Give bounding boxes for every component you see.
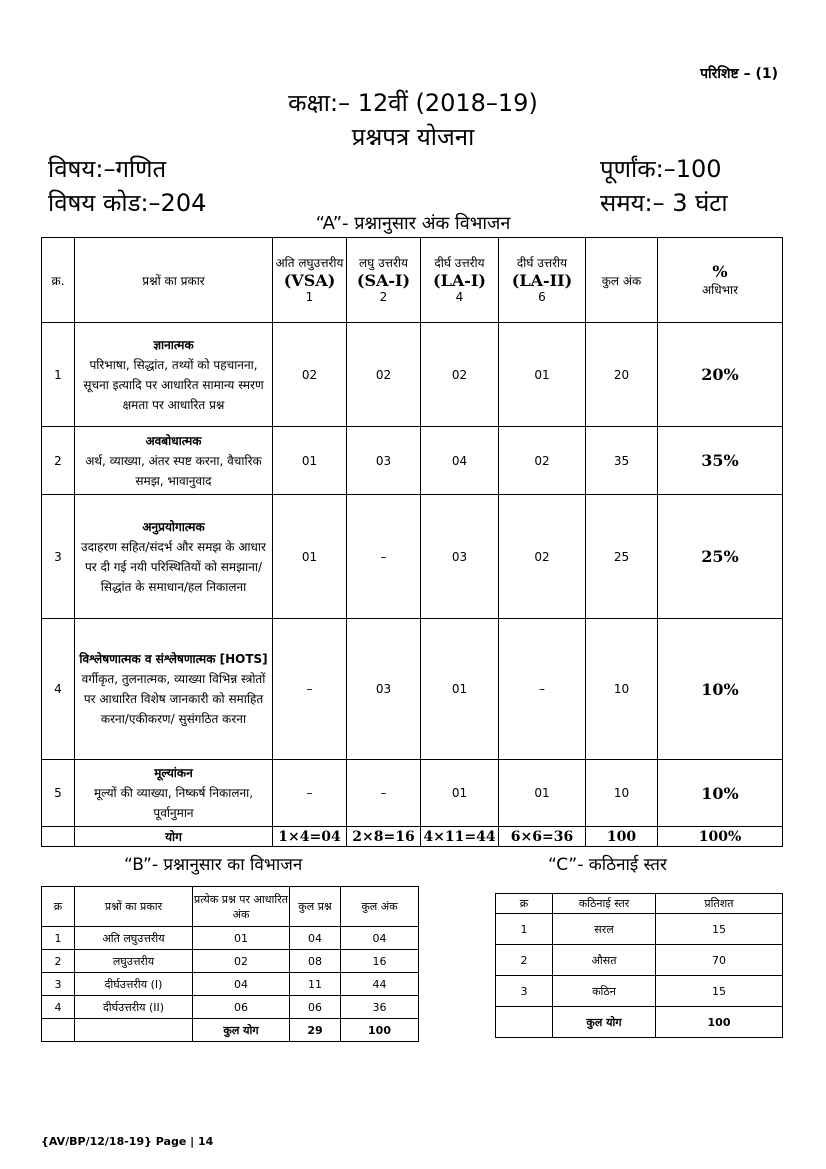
row-type-title: विश्लेषणात्मक व संश्लेषणात्मक [HOTS] [79, 652, 268, 666]
row-sa: 02 [347, 323, 421, 427]
sum-count: 29 [290, 1019, 341, 1042]
sum-pct: 100 [656, 1007, 783, 1038]
sum-la: 4×11=44 [421, 827, 499, 847]
row-total: 10 [586, 760, 658, 827]
header-pct-symbol: % [712, 262, 728, 281]
sum-total: 100 [341, 1019, 419, 1042]
sum-label: योग [75, 827, 273, 847]
row-vsa: – [273, 619, 347, 760]
header-vsa-code: (VSA) [283, 271, 336, 290]
row-sa: 03 [347, 619, 421, 760]
row-type-title: अवबोधात्मक [145, 433, 202, 448]
row-level: कठिन [553, 976, 656, 1007]
header-la [421, 238, 499, 323]
full-marks-label: पूर्णांक:–100 [600, 155, 722, 183]
table-row [496, 945, 783, 976]
table-header-row [42, 887, 419, 927]
row-type: दीर्घउत्तरीय (II) [75, 996, 193, 1019]
row-type: अति लघुउत्तरीय [75, 927, 193, 950]
table-row [42, 760, 783, 827]
row-serial: 1 [496, 914, 553, 945]
header-la2-top: दीर्घ उत्तरीय [516, 256, 568, 270]
row-total: 35 [586, 427, 658, 495]
header-serial: क्र. [42, 238, 75, 323]
sum-row [42, 1019, 419, 1042]
table-row [42, 973, 419, 996]
row-type [75, 619, 273, 760]
row-count: 08 [290, 950, 341, 973]
row-la: 04 [421, 427, 499, 495]
header-la2-code: (LA-II) [511, 271, 573, 290]
header-pct: प्रतिशत [656, 894, 783, 914]
row-vsa: 01 [273, 427, 347, 495]
sum-la2: 6×6=36 [499, 827, 586, 847]
row-type-title: अनुप्रयोगात्मक [142, 519, 205, 534]
appendix-label: परिशिष्ट – (1) [700, 66, 778, 82]
row-serial: 1 [42, 323, 75, 427]
header-type: प्रश्नों का प्रकार [75, 887, 193, 927]
row-type-desc: अर्थ, व्याख्या, अंतर स्पष्ट करना, वैचारिक समझ, भावानुवाद [85, 453, 262, 488]
sum-serial [42, 1019, 75, 1042]
sum-serial [42, 827, 75, 847]
row-type-desc: मूल्यों की व्याख्या, निष्कर्ष निकालना, पूर्वानुमान [93, 786, 254, 820]
row-serial: 2 [42, 950, 75, 973]
row-type-desc: उदाहरण सहित/संदर्भ और समझ के आधार पर दी गई नयी परिस्थितियों को समझाना/सिद्धांत के समाधान/हल निकालना [81, 539, 266, 594]
section-b-heading: “B”- प्रश्नानुसार का विभाजन [124, 855, 303, 875]
table-row [42, 996, 419, 1019]
header-la2-marks: 6 [538, 290, 546, 304]
row-each: 02 [193, 950, 290, 973]
row-pct: 35% [658, 427, 783, 495]
row-serial: 1 [42, 927, 75, 950]
row-serial: 5 [42, 760, 75, 827]
class-title: कक्षा:– 12वीं (2018–19) [288, 89, 538, 117]
row-pct: 10% [658, 619, 783, 760]
row-type-desc: वर्गीकृत, तुलनात्मक, व्याख्या विभिन्न स्त्रोतों पर आधारित विशेष जानकारी को समाहित करना/एकीकरण/ सुसंगठित करना [81, 672, 266, 726]
section-c-heading: “C”- कठिनाई स्तर [548, 855, 667, 875]
row-sa: – [347, 760, 421, 827]
sum-label: कुल योग [193, 1019, 290, 1042]
row-vsa: 02 [273, 323, 347, 427]
header-sa-marks: 2 [379, 290, 388, 304]
row-total: 25 [586, 495, 658, 619]
table-row [496, 914, 783, 945]
row-total: 20 [586, 323, 658, 427]
row-la2: 02 [499, 495, 586, 619]
row-type-desc: परिभाषा, सिद्धांत, तथ्यों को पहचानना, सूचना इत्यादि पर आधारित सामान्य स्मरण क्षमता पर आधारित प्रश्न [83, 357, 264, 412]
row-count: 11 [290, 973, 341, 996]
row-serial: 2 [496, 945, 553, 976]
table-row [42, 619, 783, 760]
row-level: औसत [553, 945, 656, 976]
time-label: समय:– 3 घंटा [600, 189, 728, 217]
row-la: 01 [421, 760, 499, 827]
row-vsa: 01 [273, 495, 347, 619]
row-serial: 3 [42, 973, 75, 996]
row-la2: 02 [499, 427, 586, 495]
header-pct-label: अधिभार [701, 283, 739, 297]
header-marks-each: प्रत्येक प्रश्न पर आधारित अंक [193, 887, 290, 927]
sum-total: 100 [586, 827, 658, 847]
subject-label: विषय:–गणित [48, 155, 167, 183]
row-pct: 10% [658, 760, 783, 827]
row-type [75, 427, 273, 495]
sum-serial [496, 1007, 553, 1038]
row-la2: 01 [499, 760, 586, 827]
table-row [496, 976, 783, 1007]
row-count: 04 [290, 927, 341, 950]
row-type-title: ज्ञानात्मक [153, 337, 194, 352]
header-la-code: (LA-I) [433, 271, 486, 290]
row-la: 02 [421, 323, 499, 427]
row-total: 16 [341, 950, 419, 973]
table-row [42, 495, 783, 619]
header-count: कुल प्रश्न [290, 887, 341, 927]
row-type [75, 760, 273, 827]
row-each: 04 [193, 973, 290, 996]
header-total: कुल अंक [341, 887, 419, 927]
row-sa: – [347, 495, 421, 619]
table-row [42, 950, 419, 973]
row-serial: 3 [496, 976, 553, 1007]
table-row [42, 323, 783, 427]
row-la: 01 [421, 619, 499, 760]
header-la-marks: 4 [455, 290, 464, 304]
row-pct: 15 [656, 914, 783, 945]
row-la: 03 [421, 495, 499, 619]
row-type-title: मूल्यांकन [154, 766, 193, 780]
row-total: 44 [341, 973, 419, 996]
header-serial: क्र [496, 894, 553, 914]
row-type [75, 495, 273, 619]
row-la2: 01 [499, 323, 586, 427]
header-weight [658, 238, 783, 323]
row-serial: 2 [42, 427, 75, 495]
row-vsa: – [273, 760, 347, 827]
sum-row [42, 827, 783, 847]
row-each: 06 [193, 996, 290, 1019]
row-pct: 25% [658, 495, 783, 619]
row-sa: 03 [347, 427, 421, 495]
header-vsa-marks: 1 [305, 290, 314, 304]
sum-empty [75, 1019, 193, 1042]
header-vsa-top: अति लघुउत्तरीय [275, 256, 344, 270]
row-each: 01 [193, 927, 290, 950]
header-sa [347, 238, 421, 323]
plan-title: प्रश्नपत्र योजना [351, 123, 475, 151]
table-row [42, 927, 419, 950]
header-sa-top: लघु उत्तरीय [359, 256, 408, 270]
sum-row [496, 1007, 783, 1038]
sum-pct: 100% [658, 827, 783, 847]
row-pct: 15 [656, 976, 783, 1007]
header-level: कठिनाई स्तर [553, 894, 656, 914]
difficulty-table [495, 893, 783, 1038]
row-total: 36 [341, 996, 419, 1019]
row-serial: 4 [42, 996, 75, 1019]
header-sa-code: (SA-I) [356, 271, 411, 290]
header-serial: क्र [42, 887, 75, 927]
row-level: सरल [553, 914, 656, 945]
question-type-table [41, 886, 419, 1042]
row-type [75, 323, 273, 427]
row-count: 06 [290, 996, 341, 1019]
header-vsa [273, 238, 347, 323]
header-type: प्रश्नों का प्रकार [75, 238, 273, 323]
sum-vsa: 1×4=04 [273, 827, 347, 847]
row-total: 10 [586, 619, 658, 760]
header-la2 [499, 238, 586, 323]
row-serial: 3 [42, 495, 75, 619]
row-serial: 4 [42, 619, 75, 760]
page-footer: {AV/BP/12/18-19} Page | 14 [41, 1135, 214, 1148]
sum-sa: 2×8=16 [347, 827, 421, 847]
row-pct: 20% [658, 323, 783, 427]
row-pct: 70 [656, 945, 783, 976]
subject-code-label: विषय कोड:–204 [48, 189, 207, 217]
sum-label: कुल योग [553, 1007, 656, 1038]
table-header-row [496, 894, 783, 914]
row-type: दीर्घउत्तरीय (I) [75, 973, 193, 996]
table-row [42, 427, 783, 495]
table-header-row [42, 238, 783, 323]
row-la2: – [499, 619, 586, 760]
section-a-heading: “A”- प्रश्नानुसार अंक विभाजन [315, 213, 511, 234]
header-la-top: दीर्घ उत्तरीय [434, 256, 485, 270]
marks-distribution-table [41, 237, 783, 847]
header-total: कुल अंक [586, 238, 658, 323]
row-total: 04 [341, 927, 419, 950]
row-type: लघुउत्तरीय [75, 950, 193, 973]
